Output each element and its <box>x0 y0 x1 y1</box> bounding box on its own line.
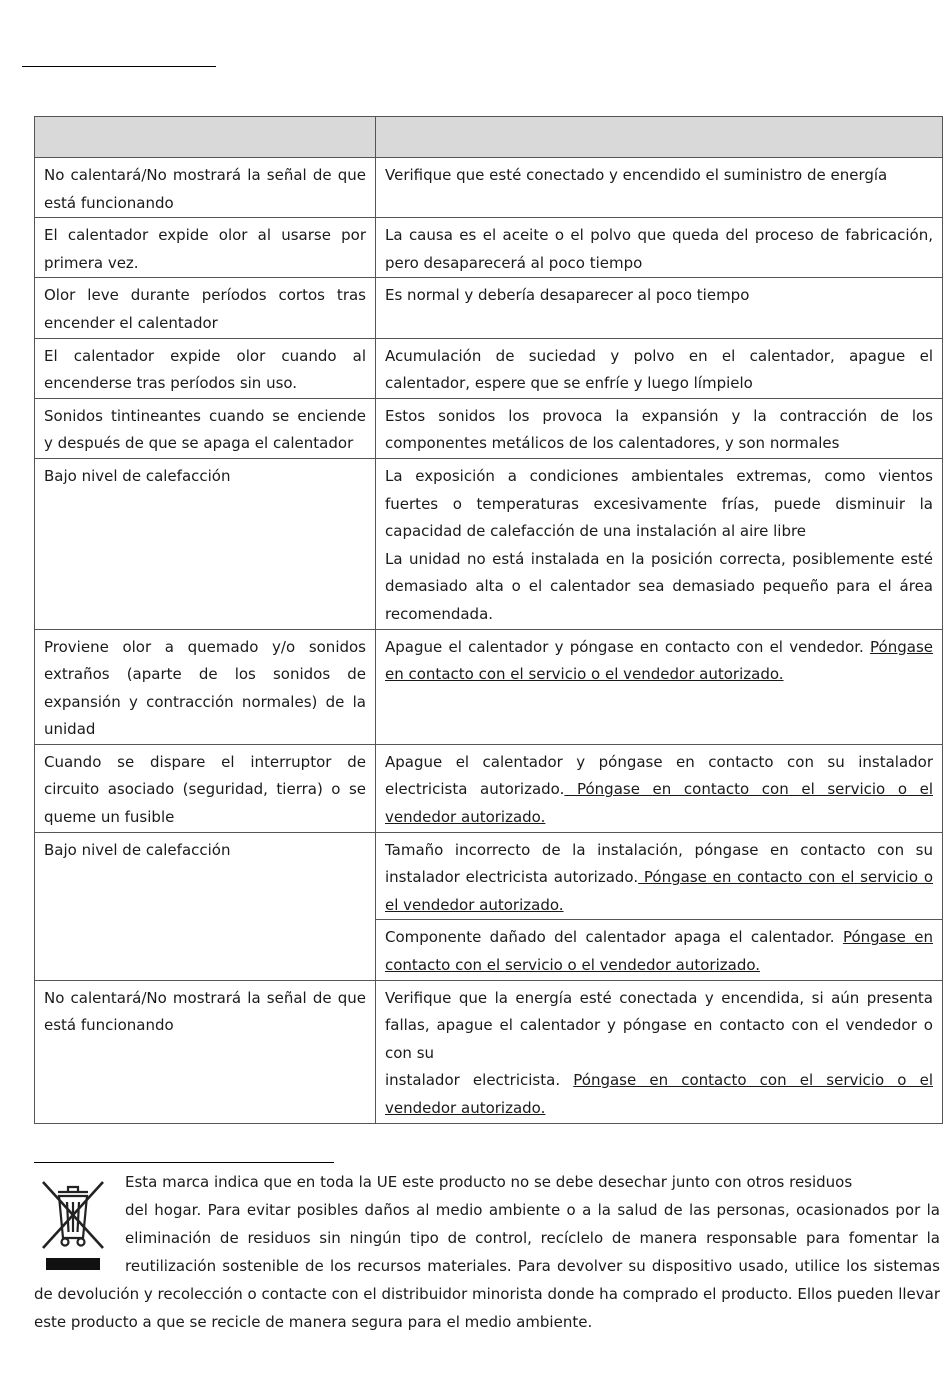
problem-cell: No calentará/No mostrará la señal de que está funcionando <box>35 158 376 218</box>
problem-cell: El calentador expide olor cuando al encenderse tras períodos sin uso. <box>35 338 376 398</box>
top-rule <box>22 66 216 67</box>
service-contact-note: Póngase en contacto con el servicio o el vendedor autorizado. <box>385 637 933 684</box>
solution-cell <box>376 980 943 1123</box>
solution-cell <box>376 832 943 920</box>
solution-text: La unidad no está instalada en la posición correcta, posiblemente esté demasiado alta o el calentador sea demasiado pequeño para el área recomendada. <box>385 549 933 623</box>
solution-cell: Verifique que esté conectado y encendido el suministro de energía <box>376 158 943 218</box>
header-solution <box>376 117 943 158</box>
service-contact-note: Póngase en contacto con el servicio o el vendedor autorizado. <box>385 868 933 914</box>
service-contact-note: Póngase en contacto con el servicio o el vendedor autorizado. <box>385 1071 934 1117</box>
solution-text: Apague el calentador y póngase en contacto con su instalador electricista autorizado. <box>385 752 933 799</box>
problem-cell: No calentará/No mostrará la señal de que está funcionando <box>35 980 376 1123</box>
solution-text: Verifique que la energía esté conectada y encendida, si aún presenta fallas, apague el calentador y póngase en contacto con el vendedor o con su <box>385 988 933 1062</box>
solution-cell: Estos sonidos los provoca la expansión y la contracción de los componentes metálicos de los calentadores, y son normales <box>376 398 943 458</box>
solution-text: La exposición a condiciones ambientales extremas, como vientos fuertes o temperaturas excesivamente frías, puede disminuir la capacidad de calefacción de una instalación al aire libre <box>385 466 933 541</box>
table-row <box>35 218 943 278</box>
problem-cell: Proviene olor a quemado y/o sonidos extraños (aparte de los sonidos de expansión y contracción normales) de la unidad <box>35 629 376 744</box>
table-row <box>35 398 943 458</box>
footnote <box>34 1168 940 1336</box>
problem-cell: Sonidos tintineantes cuando se enciende y después de que se apaga el calentador <box>35 398 376 458</box>
problem-cell: El calentador expide olor al usarse por primera vez. <box>35 218 376 278</box>
header-problem <box>35 117 376 158</box>
problem-cell: Bajo nivel de calefacción <box>35 832 376 980</box>
table-row <box>35 980 943 1123</box>
solution-text: Apague el calentador y póngase en contacto con el vendedor. <box>385 637 871 656</box>
footnote-line: Esta marca indica que en toda la UE este producto no se debe desechar junto con otros residuos <box>125 1173 853 1191</box>
table-row <box>35 832 943 920</box>
solution-text: Tamaño incorrecto de la instalación, póngase en contacto con su instalador electricista autorizado. <box>385 840 933 887</box>
footnote-body <box>34 1196 940 1336</box>
service-contact-note: Póngase en contacto con el servicio o el vendedor autorizado. <box>385 928 933 975</box>
solution-text: instalador electricista. <box>385 1071 574 1090</box>
table-row <box>35 158 943 218</box>
service-contact-note: Póngase en contacto con el servicio o el vendedor autorizado. <box>385 780 933 827</box>
table-row <box>35 278 943 338</box>
solution-cell <box>376 458 943 629</box>
solution-text: Componente dañado del calentador apaga el calentador. <box>385 928 843 947</box>
solution-cell <box>376 629 943 744</box>
problem-cell: Cuando se dispare el interruptor de circuito asociado (seguridad, tierra) o se queme un fusible <box>35 744 376 832</box>
footnote-text: del hogar. Para evitar posibles daños al medio ambiente o a la salud de las personas, ocasionados por la eliminación de residuos sin ningún tipo de control, recíclelo de manera responsable para fomentar la reutilización sostenible de los recursos materiales. Para devolver su dispositivo usado, utilice los sistemas de devolución y recolección o contacte con el distribuidor minorista donde ha comprado el producto. Ellos pueden llevar este producto a que se recicle de manera segura para el medio ambiente. <box>34 1201 940 1331</box>
troubleshooting-table <box>34 116 943 1124</box>
solution-cell: Acumulación de suciedad y polvo en el calentador, apague el calentador, espere que se enfríe y luego límpielo <box>376 338 943 398</box>
table-row <box>35 338 943 398</box>
problem-cell: Olor leve durante períodos cortos tras encender el calentador <box>35 278 376 338</box>
table-row <box>35 744 943 832</box>
solution-cell: La causa es el aceite o el polvo que queda del proceso de fabricación, pero desaparecerá al poco tiempo <box>376 218 943 278</box>
solution-cell: Es normal y debería desaparecer al poco tiempo <box>376 278 943 338</box>
problem-cell: Bajo nivel de calefacción <box>35 458 376 629</box>
table-header-row <box>35 117 943 158</box>
solution-cell <box>376 920 943 980</box>
table-row <box>35 458 943 629</box>
table-row <box>35 629 943 744</box>
footnote-rule <box>34 1162 334 1163</box>
solution-cell <box>376 744 943 832</box>
